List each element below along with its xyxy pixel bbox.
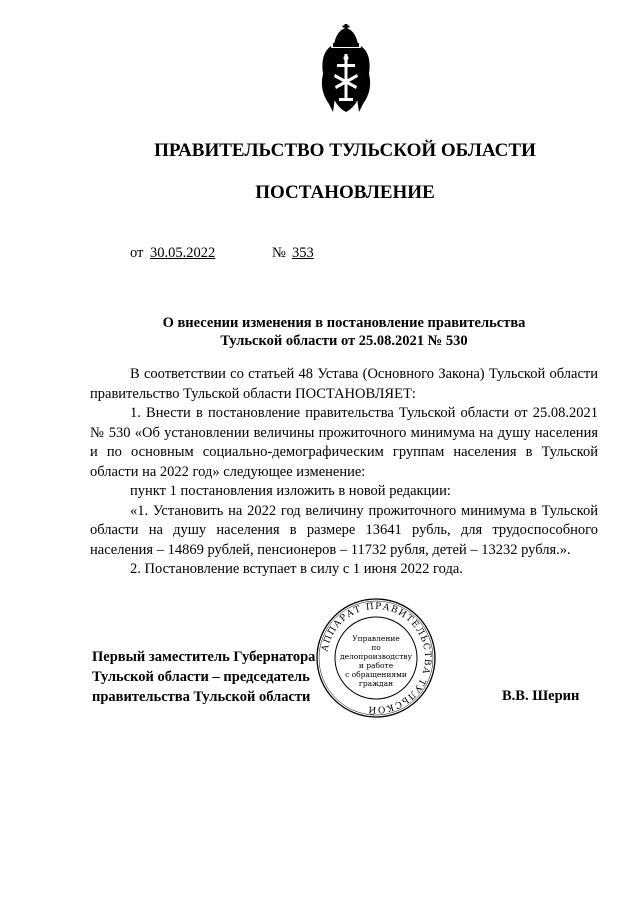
signatory-title-line-3: правительства Тульской области: [92, 689, 311, 705]
stamp-line: по делопроизводству: [339, 643, 413, 661]
document-date: 30.05.2022: [150, 245, 216, 261]
signer-name: В.В. Шерин: [502, 688, 580, 704]
stamp-line: граждан: [358, 679, 394, 688]
body-paragraph: В соответствии со статьей 48 Устава (Основного Закона) Тульской области правительство Тульской области ПОСТАНОВЛЯЕТ:: [90, 366, 598, 402]
stamp-line: и работе: [358, 661, 394, 670]
stamp-line: с обращениями: [345, 670, 407, 679]
body-paragraph: «1. Установить на 2022 год величину прожиточного минимума в Тульской области на душу населения в размере 13641 рубль, для трудоспособного населения – 14869 рублей, пенсионеров – 11732 рубля, детей – 13232 рубля.».: [90, 502, 598, 558]
stamp-inner-text: [335, 634, 417, 688]
stamp-line: Управление: [352, 634, 400, 643]
document-number: 353: [292, 245, 314, 261]
stamp-ring-text: АППАРАТ ПРАВИТЕЛЬСТВА ТУЛЬСКОЙ: [320, 601, 433, 715]
number-label: №: [272, 245, 286, 261]
subject-line-1: О внесении изменения в постановление правительства: [162, 315, 526, 331]
body-paragraph: пункт 1 постановления изложить в новой редакции:: [130, 483, 451, 499]
subject-line-2: Тульской области от 25.08.2021 № 530: [220, 333, 468, 349]
signatory-title-line-2: Тульской области – председатель: [92, 669, 310, 685]
signatory-title-line-1: Первый заместитель Губернатора: [92, 649, 316, 665]
date-label: от: [130, 245, 144, 261]
government-title: ПРАВИТЕЛЬСТВО ТУЛЬСКОЙ ОБЛАСТИ: [154, 140, 536, 161]
coat-of-arms-emblem: [317, 24, 375, 116]
body-paragraph: 1. Внести в постановление правительства Тульской области от 25.08.2021 № 530 «Об установлении величины прожиточного минимума на душу населения и по основным социально-демографическим группам населения в Тульской области на 2022 год» следующее изменение:: [90, 405, 598, 480]
body-paragraph: 2. Постановление вступает в силу с 1 июня 2022 года.: [130, 561, 463, 577]
document-body: [90, 365, 598, 580]
document-type-title: ПОСТАНОВЛЕНИЕ: [255, 182, 435, 203]
